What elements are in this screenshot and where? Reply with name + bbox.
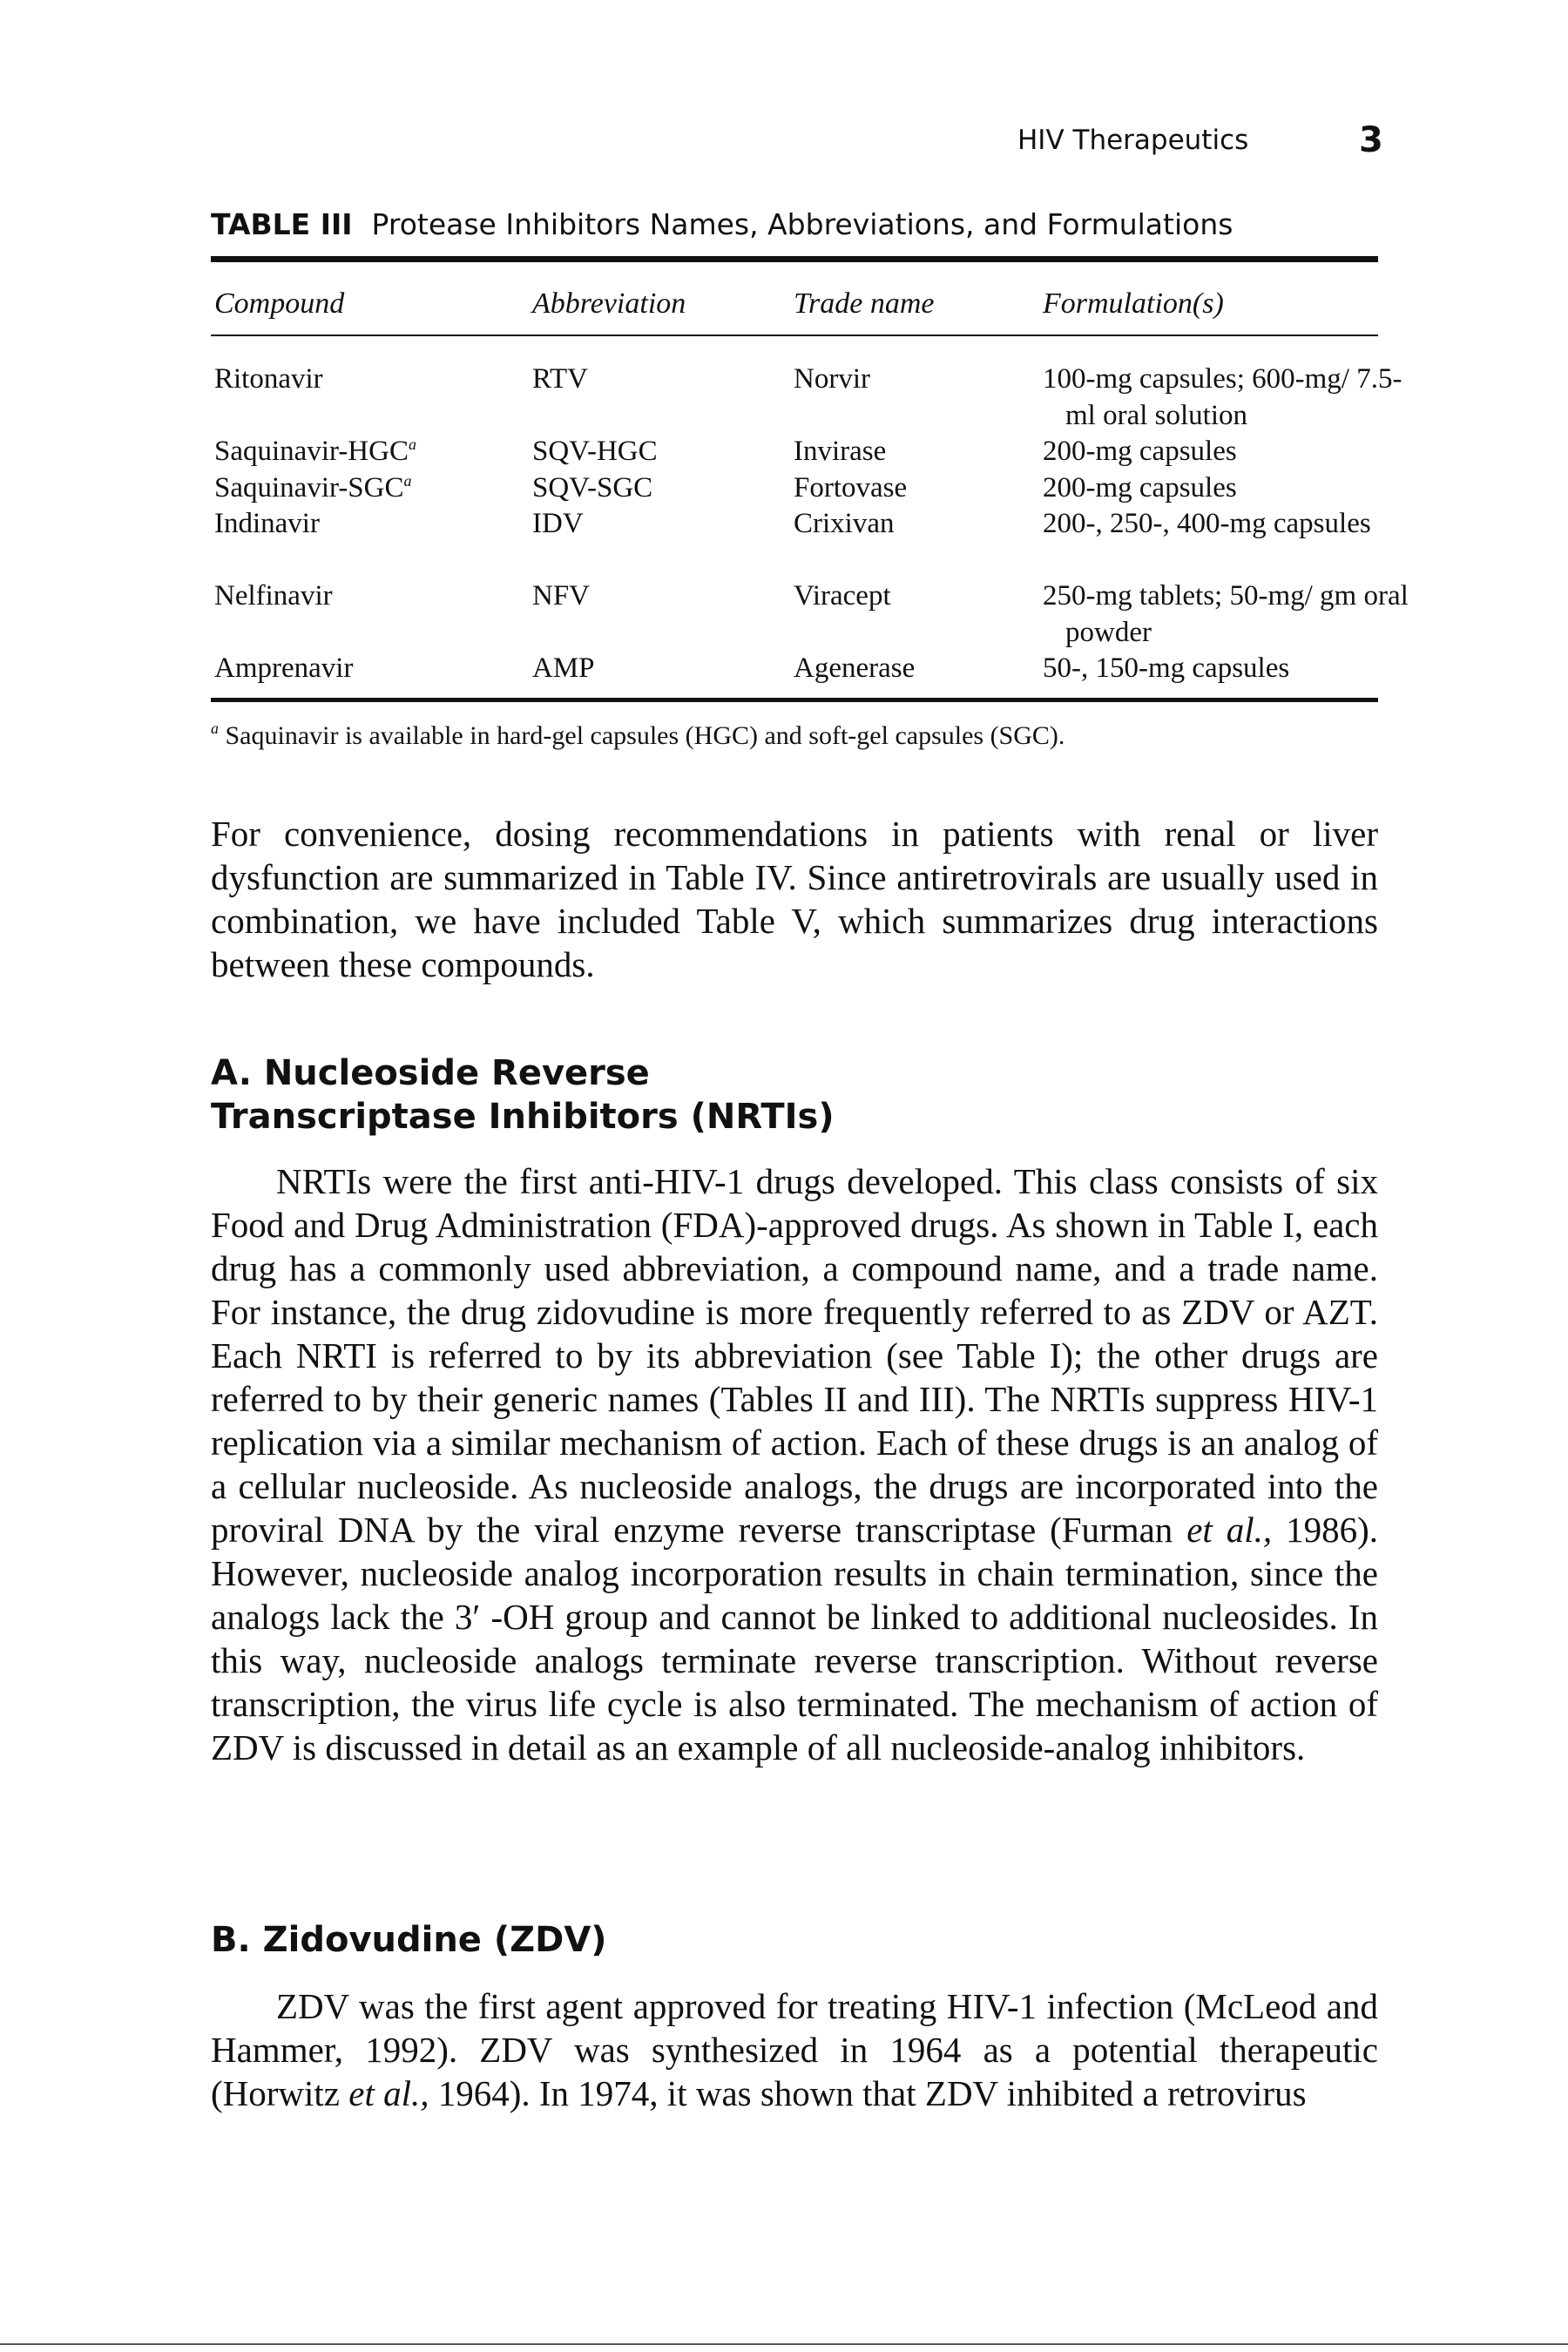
page-number: 3 [1359, 120, 1383, 160]
cell-compound: Ritonavir [214, 363, 323, 395]
table-row [0, 506, 1568, 578]
table-row [0, 470, 1568, 507]
compound-name: Saquinavir-SGC [214, 471, 404, 504]
section-a-text-2: 1986). However, nucleoside analog incorporation results in chain termination, since the analogs lack the 3′ -OH group and cannot be linked to additional nucleosides. In this way, nucleoside analogs terminate reverse transcription. Without reverse transcription, the virus life cycle is also terminated. The mechanism of action of ZDV is discussed in detail as an example of all nucleoside-analog inhibitors. [211, 1510, 1378, 1767]
table-row [0, 651, 1568, 687]
section-b-paragraph [211, 1984, 1378, 2115]
cell-compound: Nelfinavir [214, 580, 333, 612]
cell-trade-name: Crixivan [794, 508, 895, 539]
table-label: TABLE III [211, 207, 353, 241]
cell-formulation: 200-mg capsules [1043, 471, 1237, 504]
cell-trade-name: Norvir [794, 363, 870, 395]
section-b-text-1: ZDV was the first agent approved for treating HIV-1 infection (McLeod and Hammer, 1992). ZDV was synthesized in 1964 as a potential therapeutic (Horwitz [211, 1986, 1378, 2113]
section-b-text-2: 1964). In 1974, it was shown that ZDV inhibited a retrovirus [437, 2073, 1307, 2113]
table-header-rule [211, 335, 1378, 336]
cell-abbreviation: AMP [532, 652, 595, 684]
cell-compound: Indinavir [214, 508, 320, 539]
section-a-paragraph [211, 1159, 1378, 1769]
table-header-trade-name: Trade name [794, 287, 935, 320]
table-row [0, 434, 1568, 470]
cell-abbreviation: IDV [532, 508, 584, 539]
section-a-text-1: NRTIs were the first anti-HIV-1 drugs developed. This class consists of six Food and Drug Administration (FDA)-approved drugs. As shown in Table I, each drug has a commonly used abbreviation, a compound name, and a trade name. For instance, the drug zidovudine is more frequently referred to as ZDV or AZT. Each NRTI is referred to by its abbreviation (see Table I); the other drugs are referred to by their generic names (Tables II and III). The NRTIs suppress HIV-1 replication via a similar mechanism of action. Each of these drugs is an analog of a cellular nucleoside. As nucleoside analogs, the drugs are incorporated into the proviral DNA by the viral enzyme reverse transcriptase (Furman [211, 1161, 1378, 1550]
footnote-marker: a [211, 720, 219, 737]
cell-compound [214, 434, 416, 470]
cell-trade-name: Viracept [794, 580, 891, 612]
cell-compound [214, 470, 412, 507]
citation-et-al: et al., [1186, 1510, 1273, 1550]
cell-formulation: 100-mg capsules; 600-mg/ 7.5-ml oral solution [1043, 363, 1402, 431]
table-body [0, 362, 1568, 687]
table-row [0, 578, 1568, 651]
cell-abbreviation: SQV-SGC [532, 471, 653, 504]
compound-name: Saquinavir-HGC [214, 436, 409, 467]
cell-trade-name: Agenerase [794, 652, 916, 684]
cell-compound: Amprenavir [214, 652, 354, 684]
cell-formulation: 50-, 150-mg capsules [1043, 652, 1290, 684]
section-a-heading [211, 1051, 835, 1139]
footnote-text: Saquinavir is available in hard-gel capsules (HGC) and soft-gel capsules (SGC). [225, 721, 1065, 750]
cell-abbreviation: RTV [532, 363, 589, 395]
table-top-rule [211, 256, 1378, 262]
citation-et-al: et al., [348, 2073, 429, 2113]
section-b-heading: B. Zidovudine (ZDV) [211, 1920, 607, 1960]
cell-formulation: 250-mg tablets; 50-mg/ gm oral powder [1043, 580, 1409, 648]
table-header-formulations: Formulation(s) [1043, 287, 1224, 320]
cell-formulation: 200-mg capsules [1043, 436, 1237, 467]
cell-trade-name: Fortovase [794, 471, 908, 504]
section-a-heading-line1: A. Nucleoside Reverse [211, 1053, 650, 1093]
section-a-heading-line2: Transcriptase Inhibitors (NRTIs) [211, 1097, 835, 1137]
cell-formulation: 200-, 250-, 400-mg capsules [1043, 508, 1371, 539]
table-bottom-rule [211, 698, 1378, 702]
intro-paragraph: For convenience, dosing recommendations in patients with renal or liver dysfunction are summarized in Table IV. Since antiretrovirals are usually used in combination, we have included Table V, which summarizes drug interactions between these compounds. [211, 814, 1378, 984]
table-caption [211, 207, 1378, 241]
running-head: HIV Therapeutics [1017, 125, 1249, 156]
table-header-compound: Compound [214, 287, 345, 320]
cell-abbreviation: NFV [532, 580, 591, 612]
cell-abbreviation: SQV-HGC [532, 436, 658, 467]
table-header-abbreviation: Abbreviation [532, 287, 686, 320]
footnote-marker: a [408, 436, 416, 453]
table-row [0, 362, 1568, 434]
page-bottom-edge [0, 2343, 1568, 2345]
table-caption-text: Protease Inhibitors Names, Abbreviations, and Formulations [371, 207, 1233, 241]
footnote-marker: a [403, 471, 412, 490]
cell-trade-name: Invirase [794, 436, 887, 467]
table-footnote [211, 721, 1064, 751]
